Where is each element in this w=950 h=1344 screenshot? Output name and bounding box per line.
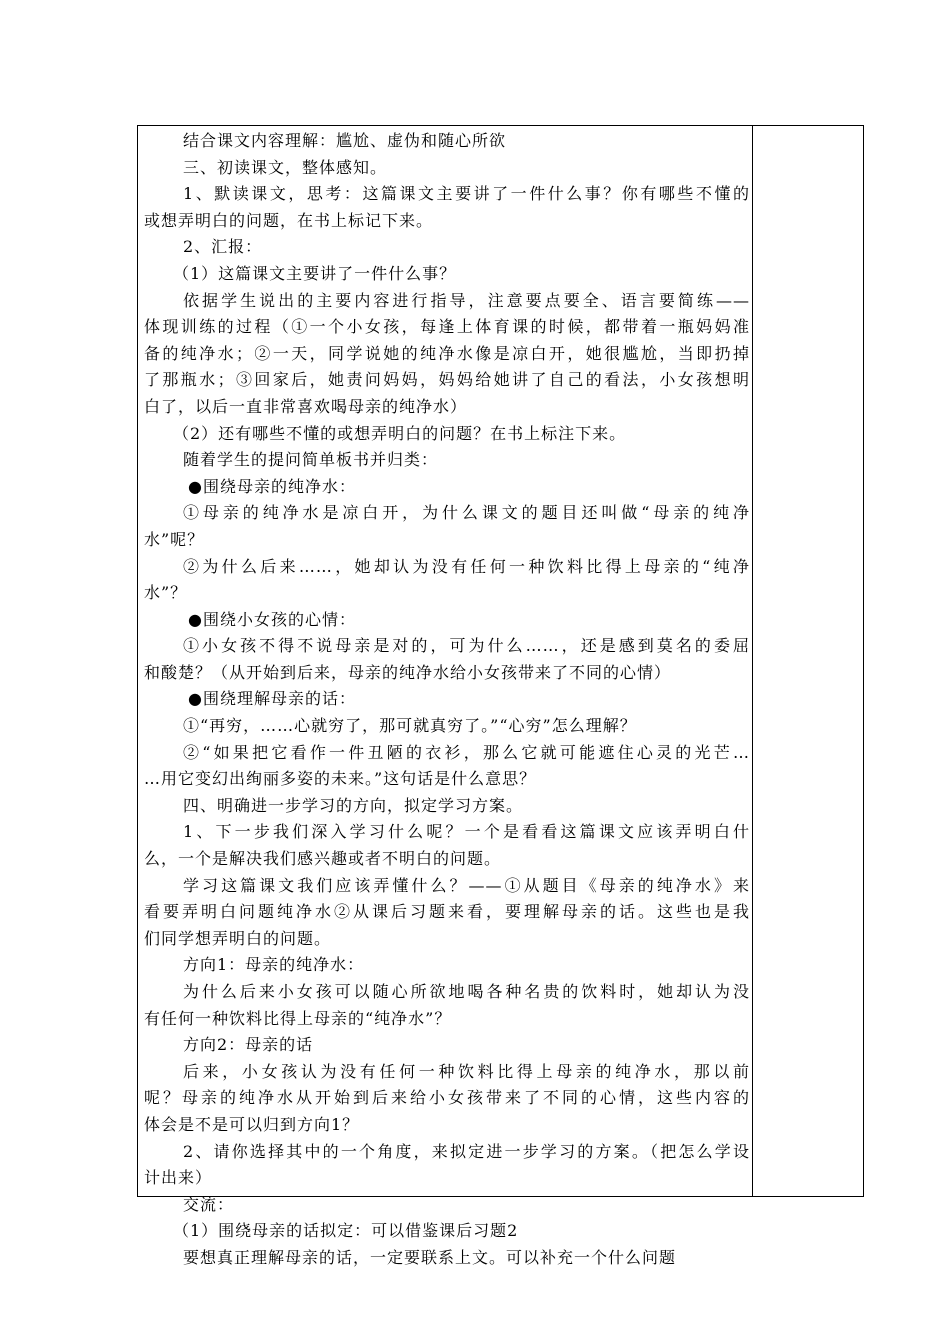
text-line: 学习这篇课文我们应该弄懂什么？——①从题目《母亲的纯净水》来: [183, 875, 750, 895]
text-line: ①母亲的纯净水是凉白开，为什么课文的题目还叫做“母亲的纯净: [183, 503, 750, 523]
text-line: ●围绕母亲的纯净水：: [188, 476, 356, 496]
text-line: 三、初读课文，整体感知。: [183, 157, 388, 177]
text-line: 备的纯净水；②一天，同学说她的纯净水像是凉白开，她很尴尬，当即扔掉: [144, 343, 750, 363]
text-line: 方向1：母亲的纯净水：: [183, 955, 365, 975]
text-line: 看要弄明白问题纯净水②从课后习题来看，要理解母亲的话。这些也是我: [144, 902, 750, 922]
text-line: 白了，以后一直非常喜欢喝母亲的纯净水）: [144, 396, 468, 416]
text-line: ②为什么后来……，她却认为没有任何一种饮料比得上母亲的“纯净: [183, 556, 750, 576]
text-line: ●围绕小女孩的心情：: [188, 609, 356, 629]
text-line: 了那瓶水；③回家后，她责问妈妈，妈妈给她讲了自己的看法，小女孩想明: [144, 370, 750, 390]
text-line: ①小女孩不得不说母亲是对的，可为什么……，还是感到莫名的委屈: [183, 636, 750, 656]
text-line: 2、请你选择其中的一个角度，来拟定进一步学习的方案。（把怎么学设: [183, 1141, 750, 1161]
text-line: 水”呢？: [144, 529, 205, 549]
text-line: 要想真正理解母亲的话，一定要联系上文。可以补充一个什么问题: [183, 1247, 677, 1267]
text-line: 2、汇报：: [183, 237, 263, 257]
text-line: 四、明确进一步学习的方向，拟定学习方案。: [183, 795, 524, 815]
text-line: …用它变幻出绚丽多姿的未来。”这句话是什么意思？: [144, 769, 537, 789]
text-line: ①“再穷，……心就穷了，那可就真穷了。”“心穷”怎么理解？: [183, 716, 637, 736]
text-line: 1、下一步我们深入学习什么呢？一个是看看这篇课文应该弄明白什: [183, 822, 750, 842]
text-line: ②“如果把它看作一件丑陋的衣衫，那么它就可能遮住心灵的光芒…: [183, 742, 750, 762]
text-line: ●围绕理解母亲的话：: [188, 689, 356, 709]
text-line: 呢？母亲的纯净水从开始到后来给小女孩带来了不同的心情，这些内容的: [144, 1088, 750, 1108]
text-line: 依据学生说出的主要内容进行指导，注意要点要全、语言要简练——: [183, 290, 750, 310]
text-line: 后来，小女孩认为没有任何一种饮料比得上母亲的纯净水，那以前: [183, 1061, 750, 1081]
text-line: 体会是不是可以归到方向1？: [144, 1114, 360, 1134]
text-line: 水”？: [144, 583, 188, 603]
text-line: （2）还有哪些不懂的或想弄明白的问题？在书上标注下来。: [173, 423, 627, 443]
text-line: 们同学想弄明白的问题。: [144, 928, 332, 948]
text-line: 1、默读课文，思考：这篇课文主要讲了一件什么事？你有哪些不懂的: [183, 184, 750, 204]
text-line: （1）围绕母亲的话拟定：可以借鉴课后习题2: [173, 1221, 519, 1241]
text-line: 有任何一种饮料比得上母亲的“纯净水”？: [144, 1008, 452, 1028]
lesson-content-cell: [138, 126, 753, 1267]
text-line: （1）这篇课文主要讲了一件什么事？: [173, 263, 457, 283]
text-line: 和酸楚？（从开始到后来，母亲的纯净水给小女孩带来了不同的心情）: [144, 662, 672, 682]
text-line: 体现训练的过程（①一个小女孩，每逢上体育课的时候，都带着一瓶妈妈准: [144, 317, 750, 337]
text-line: 随着学生的提问简单板书并归类：: [183, 450, 439, 470]
text-line: 方向2：母亲的话: [183, 1035, 314, 1055]
notes-cell: [753, 126, 863, 1196]
text-line: 或想弄明白的问题，在书上标记下来。: [144, 210, 434, 230]
lesson-plan-table: [137, 125, 864, 1267]
text-line: 为什么后来小女孩可以随心所欲地喝各种名贵的饮料时，她却认为没: [183, 982, 750, 1001]
text-line: 结合课文内容理解：尴尬、虚伪和随心所欲: [183, 131, 507, 150]
text-line: 计出来）: [144, 1168, 213, 1188]
text-line: 交流：: [183, 1194, 235, 1214]
text-line: 么，一个是解决我们感兴趣或者不明白的问题。: [144, 849, 502, 869]
